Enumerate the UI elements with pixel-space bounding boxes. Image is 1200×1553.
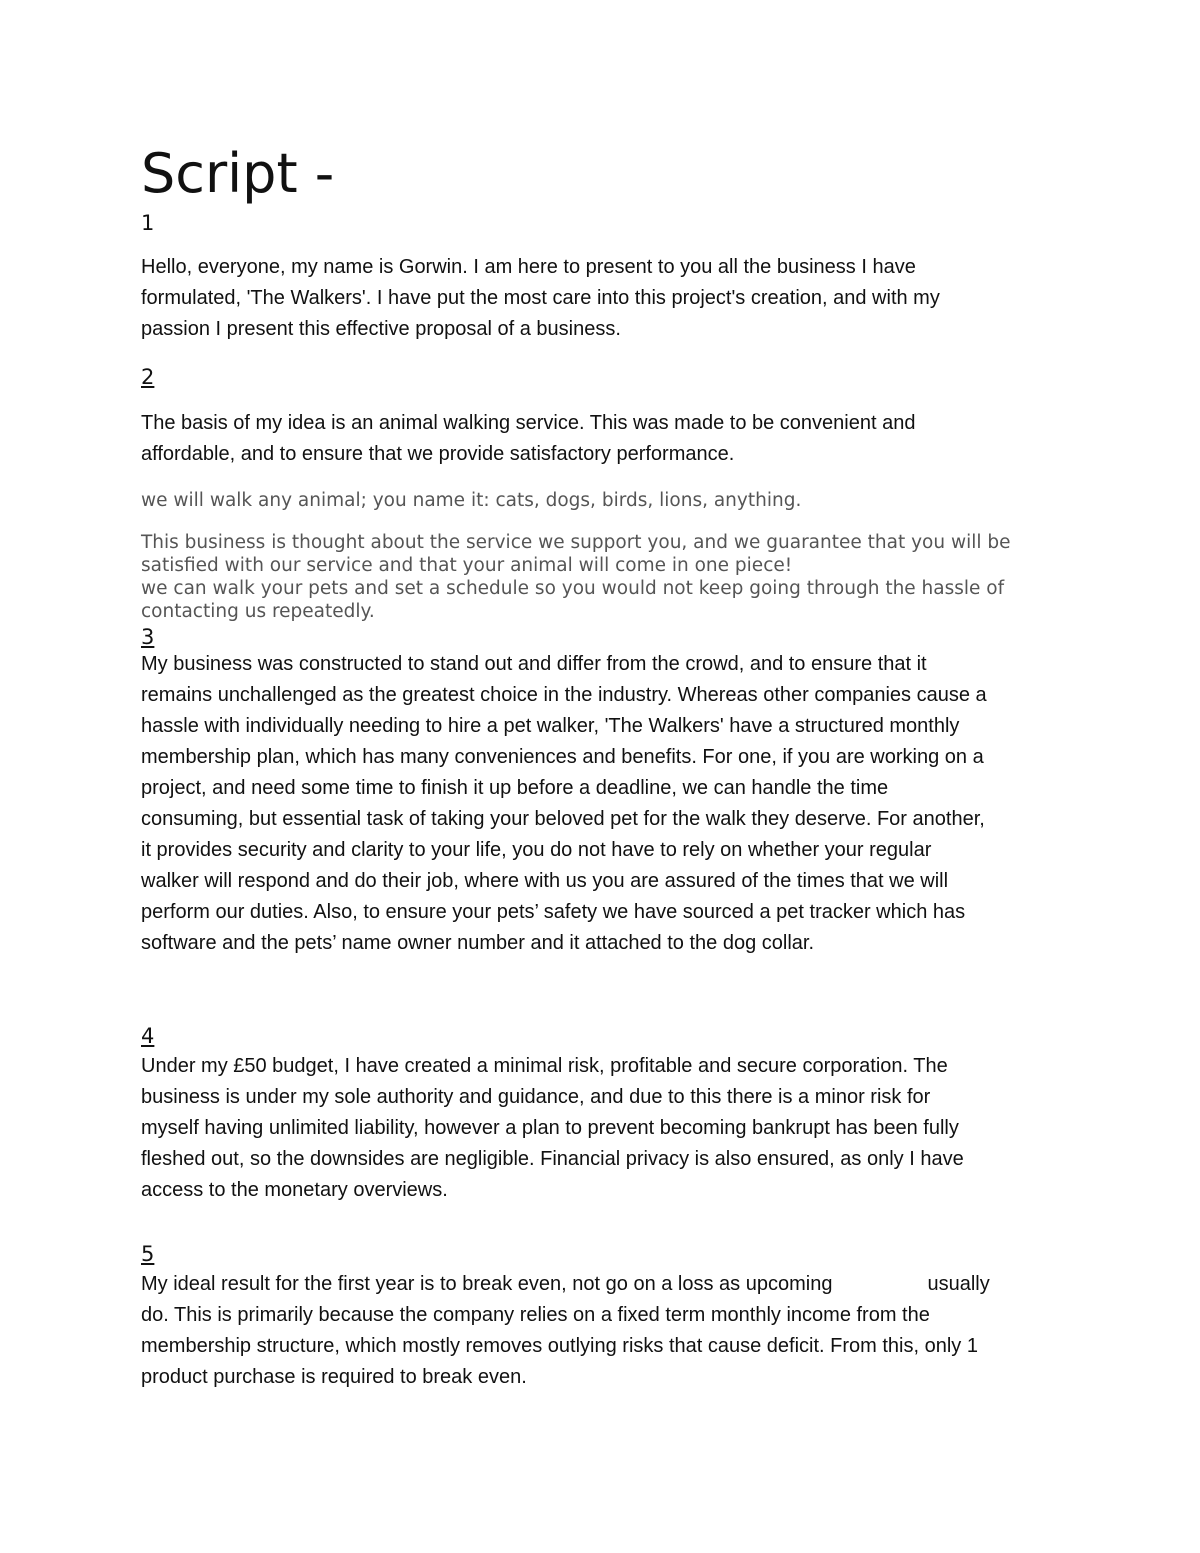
text-line: access to the monetary overviews. <box>141 1179 448 1201</box>
section-number-1: 1 <box>141 211 155 235</box>
text-line: The basis of my idea is an animal walking service. This was made to be convenient and <box>141 412 916 434</box>
section-2-extra <box>141 531 1081 623</box>
text-line: remains unchallenged as the greatest choice in the industry. Whereas other companies cause a <box>141 684 987 706</box>
section-2-note: we will walk any animal; you name it: cats, dogs, birds, lions, anything. <box>141 490 802 511</box>
text-line: Under my £50 budget, I have created a minimal risk, profitable and secure corporation. The <box>141 1055 948 1077</box>
text-line: business is under my sole authority and guidance, and due to this there is a minor risk for <box>141 1086 931 1108</box>
text-line: perform our duties. Also, to ensure your pets’ safety we have sourced a pet tracker which has <box>141 901 966 923</box>
text-line: My business was constructed to stand out and differ from the crowd, and to ensure that it <box>141 653 927 675</box>
text-line: This business is thought about the service we support you, and we guarantee that you will be <box>141 532 1011 553</box>
section-2-paragraph <box>141 408 1081 470</box>
section-number-4: 4 <box>141 1024 155 1048</box>
section-number-2: 2 <box>141 365 155 389</box>
text-line: product purchase is required to break even. <box>141 1366 527 1388</box>
text-fragment: usually <box>927 1273 990 1295</box>
text-line: fleshed out, so the downsides are negligible. Financial privacy is also ensured, as only I have <box>141 1148 964 1170</box>
text-line: project, and need some time to finish it up before a deadline, we can handle the time <box>141 777 889 799</box>
text-line <box>141 1269 1081 1300</box>
text-line: Hello, everyone, my name is Gorwin. I am here to present to you all the business I have <box>141 256 916 278</box>
text-line: passion I present this effective proposal of a business. <box>141 318 621 340</box>
text-line: myself having unlimited liability, however a plan to prevent becoming bankrupt has been fully <box>141 1117 959 1139</box>
section-1-paragraph <box>141 252 1081 345</box>
section-3-paragraph <box>141 649 1081 959</box>
page-title: Script - <box>141 142 335 205</box>
text-line: membership structure, which mostly removes outlying risks that cause deficit. From this, only 1 <box>141 1335 978 1357</box>
text-line: membership plan, which has many conveniences and benefits. For one, if you are working on a <box>141 746 984 768</box>
text-line: it provides security and clarity to your life, you do not have to rely on whether your regular <box>141 839 932 861</box>
text-line: satisfied with our service and that your animal will come in one piece! <box>141 555 793 576</box>
text-line: consuming, but essential task of taking your beloved pet for the walk they deserve. For another, <box>141 808 985 830</box>
text-line: software and the pets’ name owner number and it attached to the dog collar. <box>141 932 815 954</box>
text-fragment: My ideal result for the first year is to break even, not go on a loss as upcoming <box>141 1273 833 1295</box>
section-4-paragraph <box>141 1051 1081 1206</box>
text-line: walker will respond and do their job, where with us you are assured of the times that we will <box>141 870 949 892</box>
section-number-3: 3 <box>141 625 155 649</box>
text-line: affordable, and to ensure that we provide satisfactory performance. <box>141 443 735 465</box>
text-line: we can walk your pets and set a schedule so you would not keep going through the hassle of <box>141 578 1005 599</box>
text-line: do. This is primarily because the company relies on a fixed term monthly income from the <box>141 1304 930 1326</box>
text-line: formulated, 'The Walkers'. I have put the most care into this project's creation, and with my <box>141 287 940 309</box>
section-5-paragraph <box>141 1269 1081 1393</box>
text-line: contacting us repeatedly. <box>141 601 375 622</box>
section-number-5: 5 <box>141 1242 155 1266</box>
text-line: hassle with individually needing to hire a pet walker, 'The Walkers' have a structured monthly <box>141 715 960 737</box>
